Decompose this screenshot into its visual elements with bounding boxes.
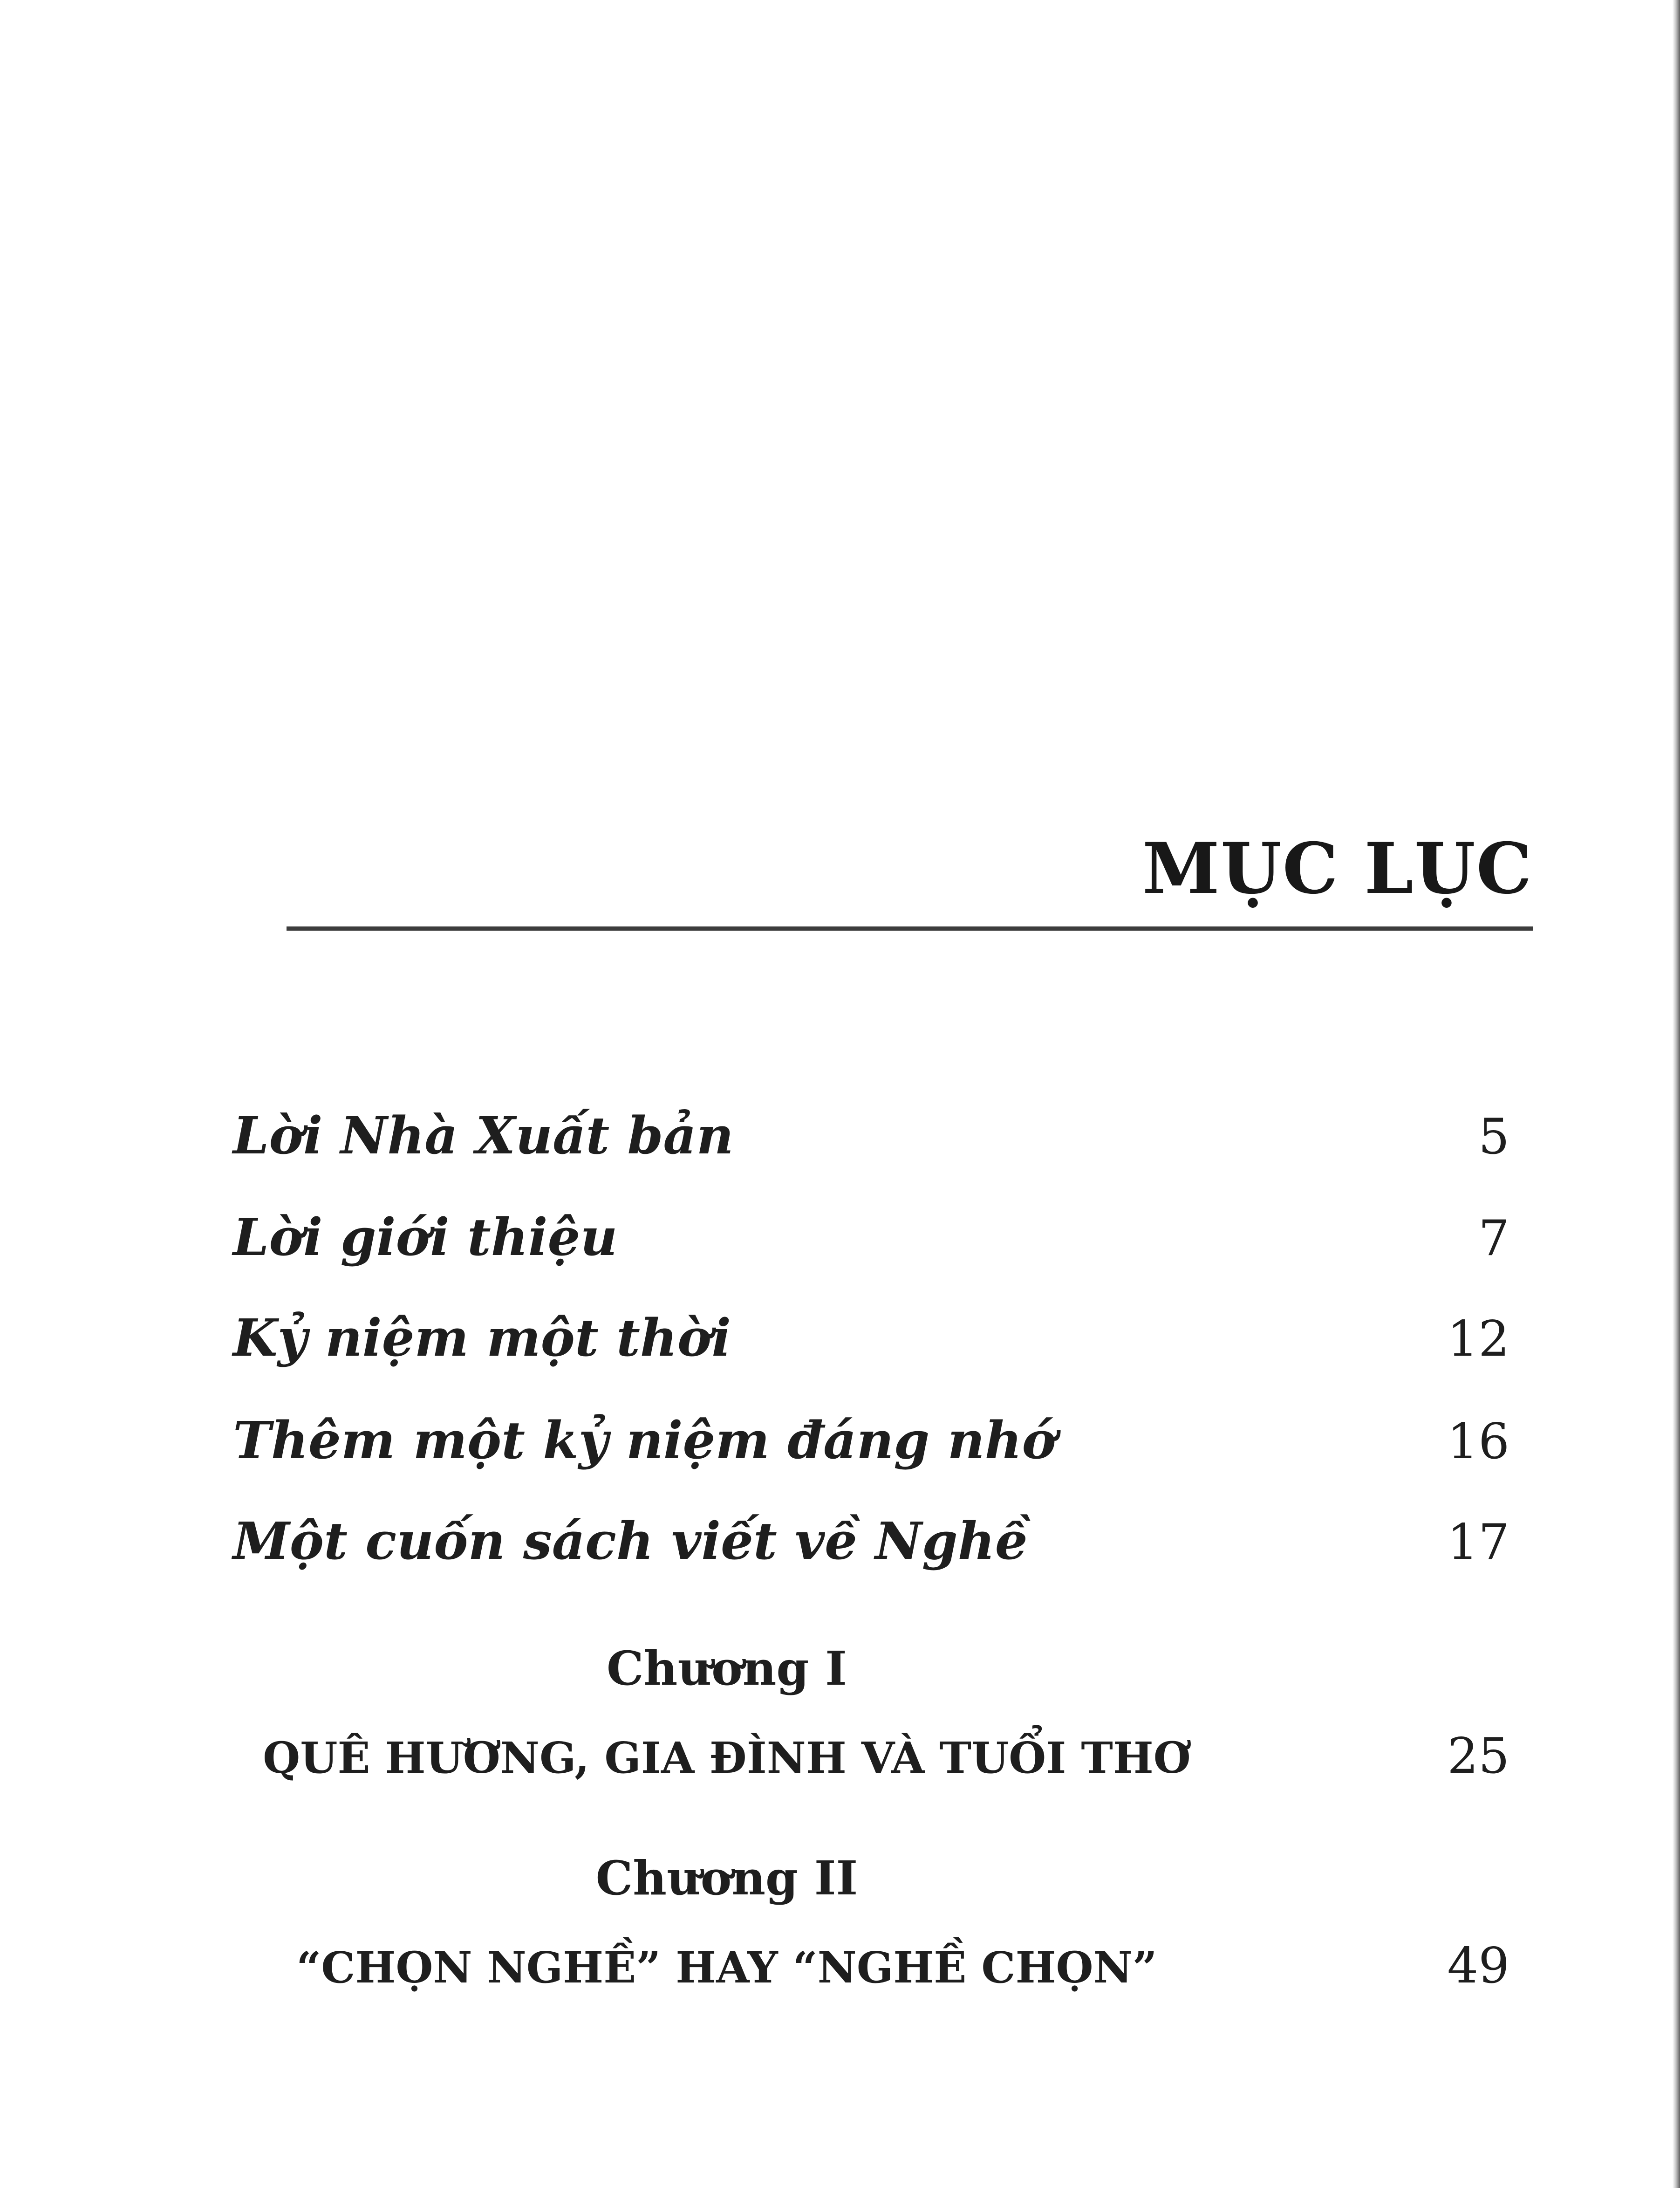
page-title: MỤC LỤC	[1142, 828, 1533, 910]
toc-entry	[233, 1306, 1509, 1370]
title-rule	[287, 926, 1533, 931]
toc-entry-label: Lời Nhà Xuất bản	[233, 1105, 734, 1166]
toc-entry-label: Thêm một kỷ niệm đáng nhớ	[233, 1410, 1056, 1470]
chapter-title: “CHỌN NGHỀ” HAY “NGHỀ CHỌN”	[296, 1942, 1157, 1993]
toc-entry	[233, 1205, 1509, 1269]
scan-edge-shadow	[1673, 0, 1680, 2188]
toc-entry-page-number: 7	[1478, 1210, 1509, 1267]
toc-entry-page-number: 16	[1447, 1413, 1509, 1470]
chapter-title-row	[233, 1724, 1509, 1788]
toc-entry-page-number: 17	[1447, 1514, 1509, 1571]
chapter-page-number: 25	[1447, 1728, 1509, 1784]
toc-entry-label: Kỷ niệm một thời	[233, 1308, 731, 1368]
chapter-heading: Chương I	[607, 1641, 847, 1696]
toc-entry-page-number: 12	[1447, 1310, 1509, 1367]
chapter-heading: Chương II	[595, 1851, 858, 1906]
chapter-title-row	[233, 1934, 1509, 1998]
chapter-page-number: 49	[1447, 1937, 1509, 1994]
toc-entry	[233, 1104, 1509, 1168]
toc-entry-label: Lời giới thiệu	[233, 1207, 618, 1267]
toc-entry-page-number: 5	[1478, 1108, 1509, 1165]
toc-entry-label: Một cuốn sách viết về Nghề	[233, 1511, 1028, 1571]
toc-entry	[233, 1408, 1509, 1473]
toc-entry	[233, 1509, 1509, 1573]
chapter-title: QUÊ HƯƠNG, GIA ĐÌNH VÀ TUỔI THƠ	[263, 1733, 1191, 1783]
